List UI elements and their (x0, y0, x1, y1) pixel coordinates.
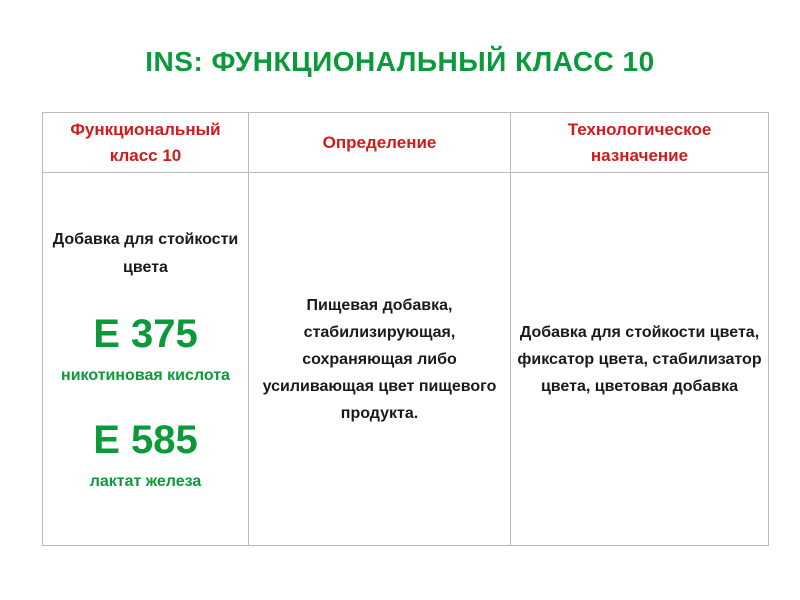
additive-name-e585: лактат железа (89, 473, 202, 490)
table-row (43, 173, 769, 546)
class-cell (43, 173, 249, 546)
header-technological-purpose: Технологическое назначение (511, 113, 769, 173)
additive-code-e585: Е 585 (93, 418, 198, 462)
purpose-cell: Добавка для стойкости цвета, фиксатор цвета, стабилизатор цвета, цветовая добавка (511, 173, 769, 546)
table-header-row (43, 113, 769, 173)
header-functional-class: Функциональный класс 10 (43, 113, 249, 173)
additive-name-e375: никотиновая кислота (61, 367, 230, 384)
slide-title: INS: ФУНКЦИОНАЛЬНЫЙ КЛАСС 10 (145, 46, 655, 77)
class-intro: Добавка для стойкости цвета (52, 231, 239, 276)
definition-cell: Пищевая добавка, стабилизирующая, сохраняющая либо усиливающая цвет пищевого продукта. (249, 173, 511, 546)
additive-table (42, 112, 769, 546)
additive-code-e375: Е 375 (93, 312, 198, 356)
header-definition: Определение (249, 113, 511, 173)
